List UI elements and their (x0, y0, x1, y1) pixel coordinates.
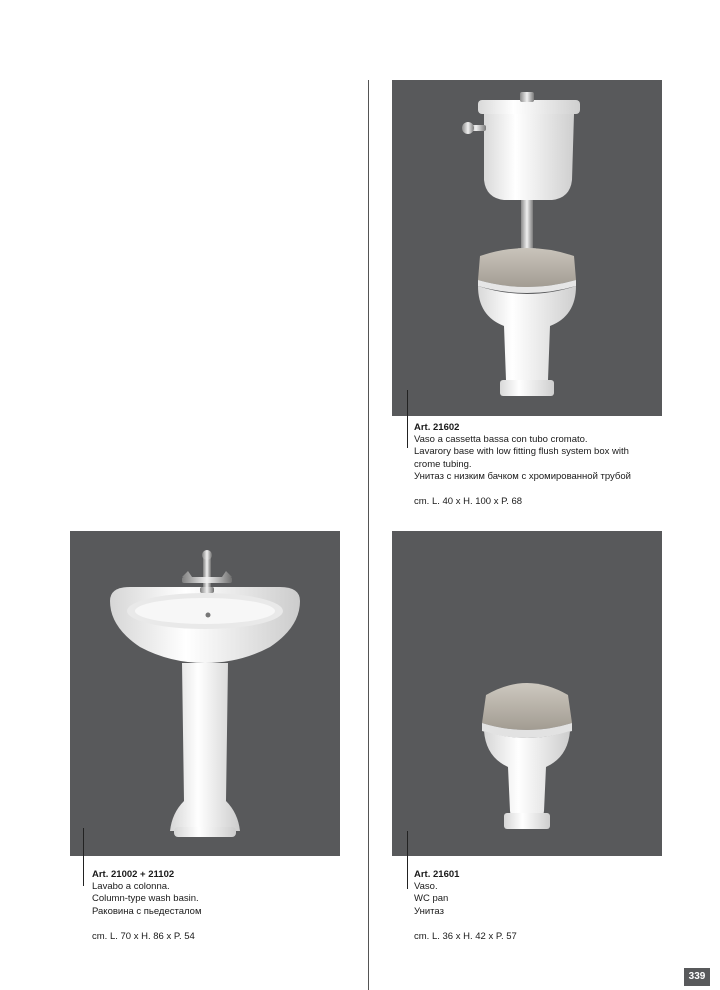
description-en-cont: crome tubing. (414, 458, 472, 470)
art-number: Art. 21002 + 21102 (92, 869, 175, 880)
caption-21602 (414, 422, 714, 508)
column-divider (368, 80, 369, 990)
dimensions: cm. L. 70 x H. 86 x P. 54 (92, 930, 195, 942)
art-number: Art. 21601 (414, 869, 460, 880)
caption-21601 (414, 869, 674, 943)
toilet-with-cistern-image (392, 80, 662, 416)
description-en: Column-type wash basin. (92, 893, 199, 905)
page-number: 339 (684, 968, 710, 986)
description-en: Lavarory base with low fitting flush system box with (414, 446, 629, 458)
description-ru: Унитаз (414, 905, 444, 917)
dimensions: cm. L. 40 x H. 100 x P. 68 (414, 496, 523, 508)
description-ru: Унитаз с низким бачком с хромированной трубой (414, 470, 631, 482)
art-number: Art. 21602 (414, 422, 460, 433)
caption-21002 (92, 869, 352, 943)
dimensions: cm. L. 36 x H. 42 x P. 57 (414, 930, 517, 942)
caption-marker-21602 (407, 390, 408, 448)
description-en: WC pan (414, 893, 449, 905)
description-it: Lavabo a colonna. (92, 881, 170, 893)
caption-marker-21002 (83, 828, 84, 886)
caption-marker-21601 (407, 831, 408, 889)
product-photo-21002 (70, 531, 340, 856)
description-it: Vaso a cassetta bassa con tubo cromato. (414, 434, 588, 446)
wc-pan-image (392, 531, 662, 856)
description-ru: Раковина с пьедесталом (92, 905, 202, 917)
product-photo-21602 (392, 80, 662, 416)
pedestal-basin-image (70, 531, 340, 856)
product-photo-21601 (392, 531, 662, 856)
description-it: Vaso. (414, 881, 438, 893)
